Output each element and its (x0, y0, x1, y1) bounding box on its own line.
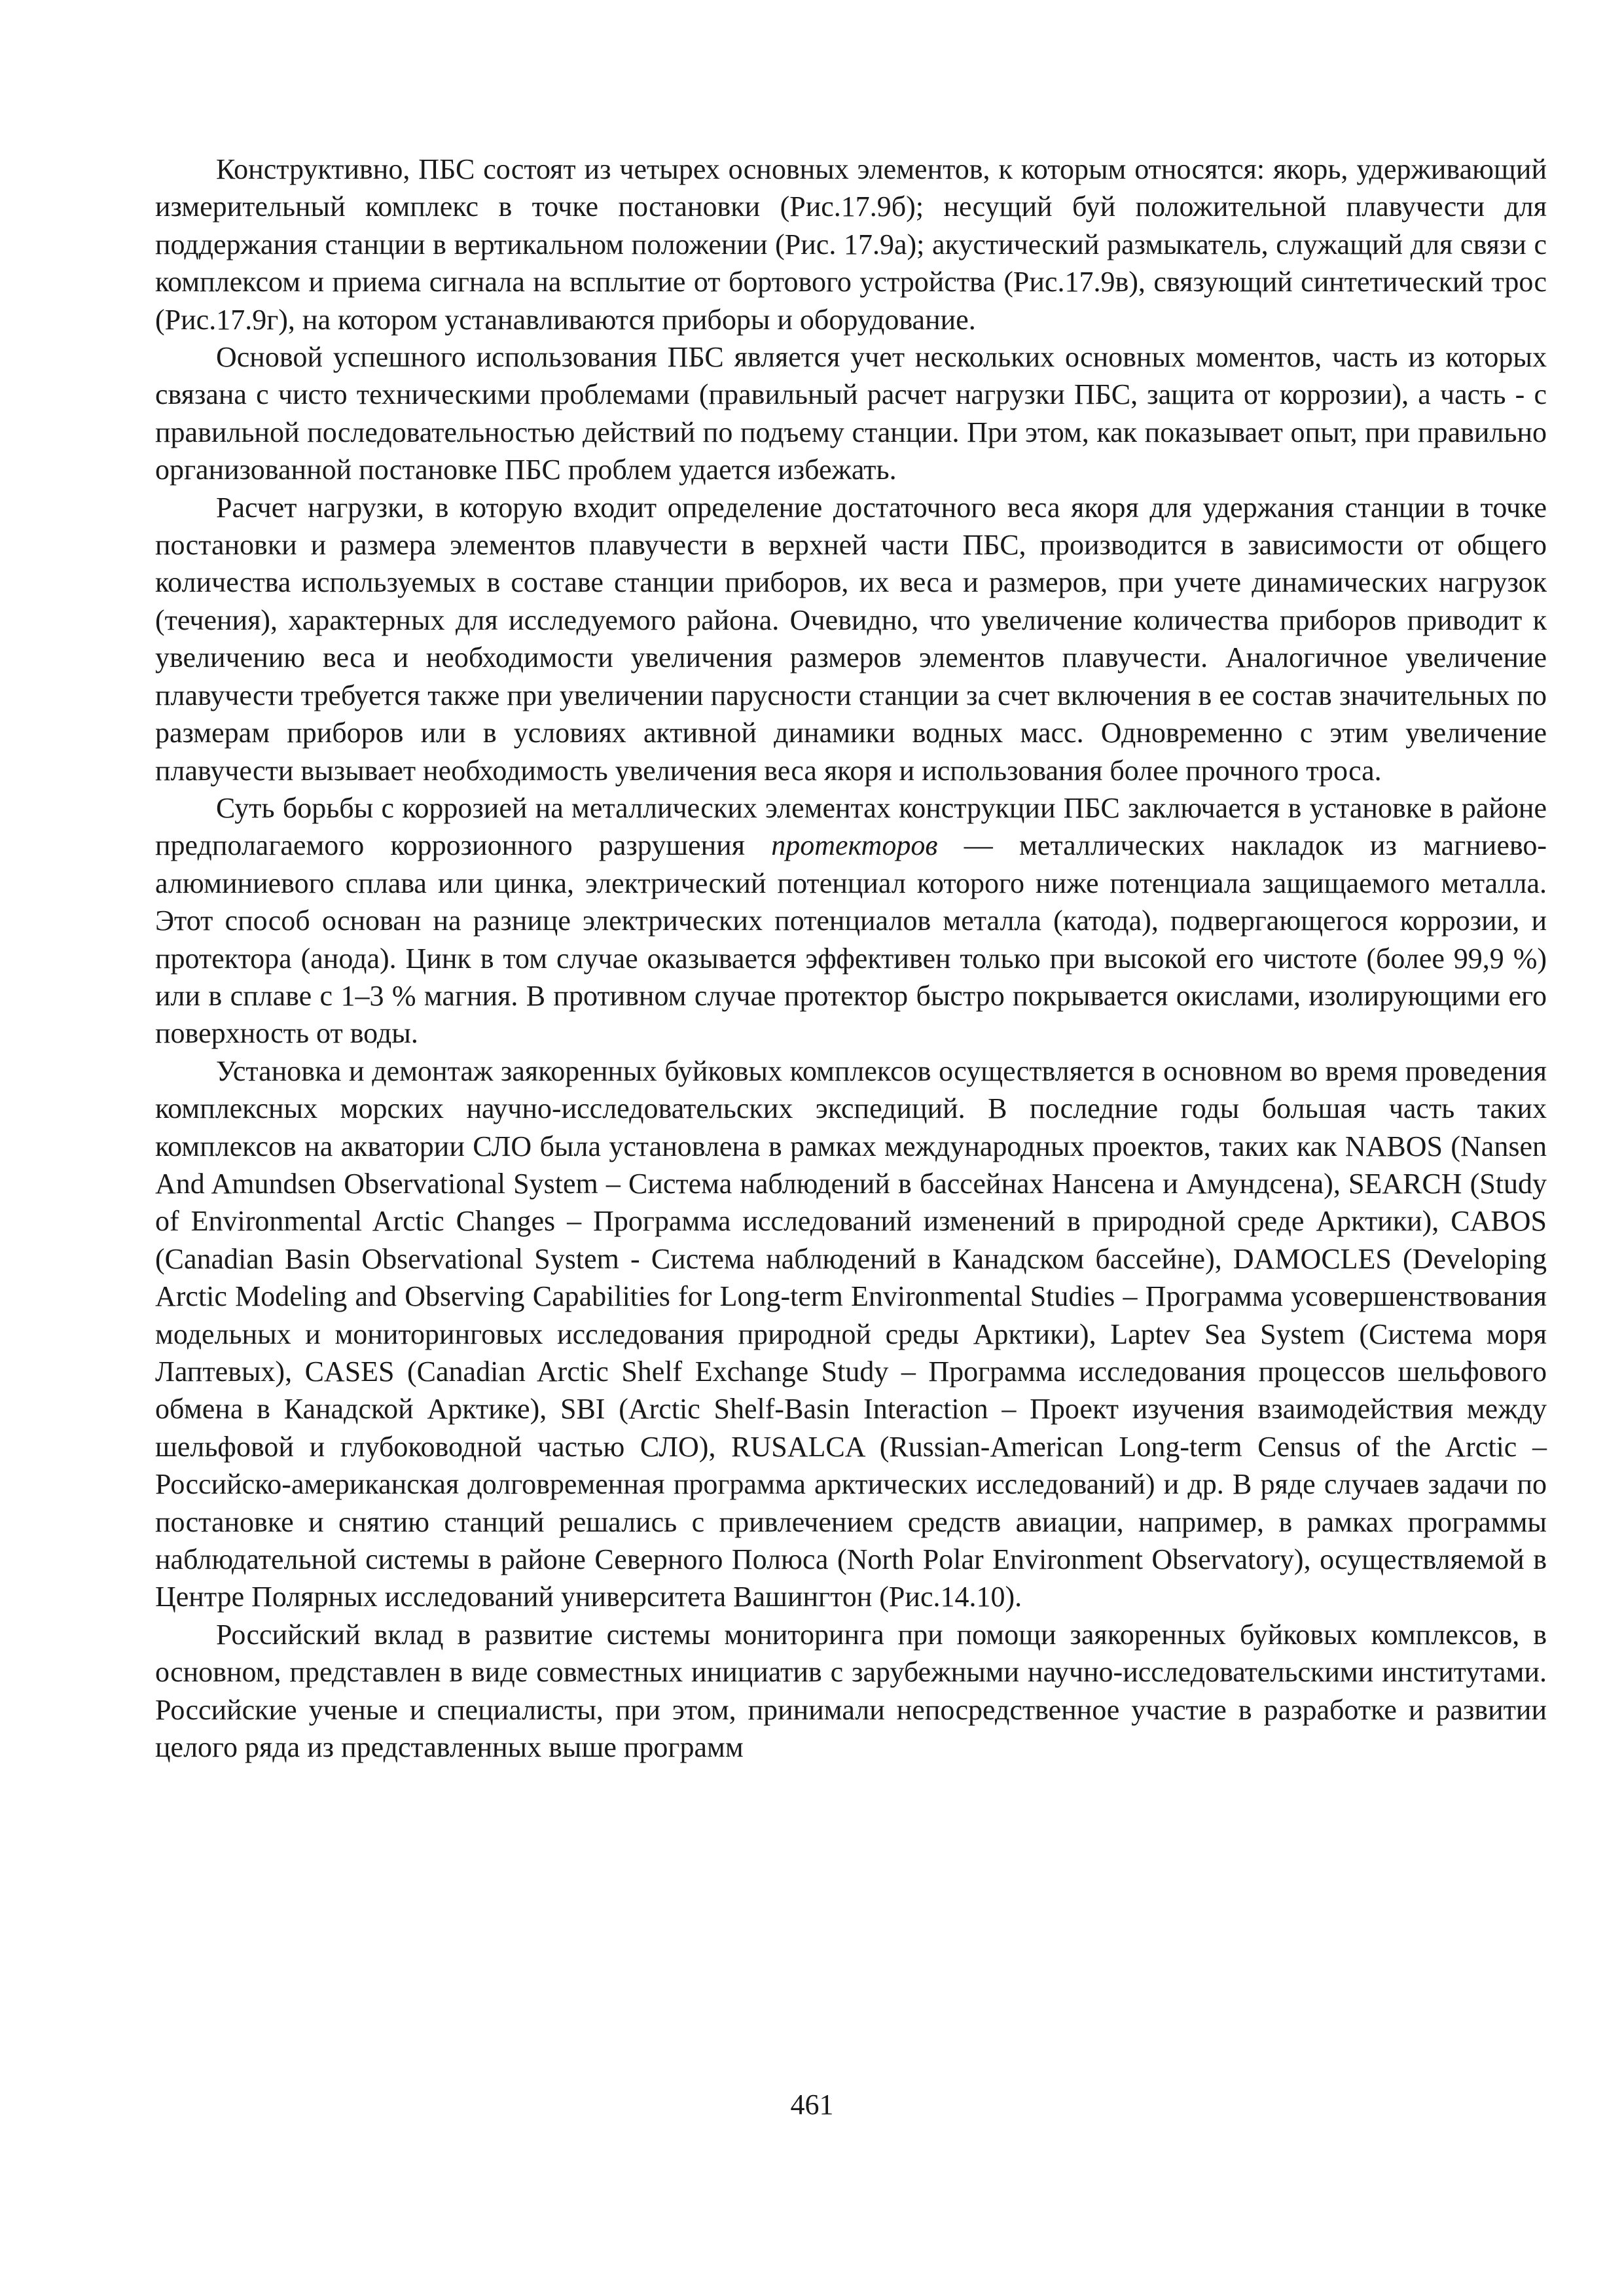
paragraph-4-start: Суть борьбы с коррозией на металлических элементах конструкции ПБС заключается в установке в районе предполагаемого коррозионного разрушения (155, 791, 1547, 862)
paragraph-4-end: — металлических накладок из магниево-алюминиевого сплава или цинка, электрический потенциал которого ниже потенциала защищаемого металла. Этот способ основан на разнице электрических потенциалов металла (катода), подвергающегося коррозии, и протектора (анода). Цинк в том случае оказывается эффективен только при высокой его чистоте (более 99,9 %) или в сплаве с 1–3 % магния. В противном случае протектор быстро покрывается окислами, изолирующими его поверхность от воды. (155, 829, 1547, 1050)
page-body (155, 151, 1547, 1766)
paragraph-1: Конструктивно, ПБС состоят из четырех основных элементов, к которым относятся: якорь, удерживающий измерительный комплекс в точке постановки (Рис.17.9б); несущий буй положительной плавучести для поддержания станции в вертикальном положении (Рис. 17.9а); акустический размыкатель, служащий для связи с комплексом и приема сигнала на всплытие от бортового устройства (Рис.17.9в), связующий синтетический трос (Рис.17.9г), на котором устанавливаются приборы и оборудование. (155, 153, 1547, 336)
italic-term-protectors: протекторов (771, 829, 938, 862)
paragraph-4 (155, 789, 1547, 1052)
paragraph-6: Российский вклад в развитие системы мониторинга при помощи заякоренных буйковых комплексов, в основном, представлен в виде совместных инициатив с зарубежными научно-исследовательскими институтами. Российские ученые и специалисты, при этом, принимали непосредственное участие в разработке и развитии целого ряда из представленных выше программ (155, 1618, 1547, 1764)
paragraph-5: Установка и демонтаж заякоренных буйковых комплексов осуществляется в основном во время проведения комплексных морских научно-исследовательских экспедиций. В последние годы большая часть таких комплексов на акватории СЛО была установлена в рамках международных проектов, таких как NABOS (Nansen And Amundsen Observational System – Система наблюдений в бассейнах Нансена и Амундсена), SEARCH (Study of Environmental Arctic Changes – Программа исследований изменений в природной среде Арктики), CABOS (Canadian Basin Observational System - Система наблюдений в Канадском бассейне), DAMOCLES (Developing Arctic Modeling and Observing Capabilities for Long-term Environmental Studies – Программа усовершенствования модельных и мониторинговых исследования природной среды Арктики), Laptev Sea System (Система моря Лаптевых), CASES (Canadian Arctic Shelf Exchange Study – Программа исследования процессов шельфового обмена в Канадской Арктике), SBI (Arctic Shelf-Basin Interaction – Проект изучения взаимодействия между шельфовой и глубоководной частью СЛО), RUSALCA (Russian-American Long-term Census of the Arctic – Российско-американская долговременная программа арктических исследований) и др. В ряде случаев задачи по постановке и снятию станций решались с привлечением средств авиации, например, в рамках программы наблюдательной системы в районе Северного Полюса (North Polar Environment Observatory), осуществляемой в Центре Полярных исследований университета Вашингтон (Рис.14.10). (155, 1054, 1547, 1613)
page-number: 461 (790, 2089, 834, 2121)
paragraph-2: Основой успешного использования ПБС является учет нескольких основных моментов, часть из которых связана с чисто техническими проблемами (правильный расчет нагрузки ПБС, защита от коррозии), а часть - с правильной последовательностью действий по подъему станции. При этом, как показывает опыт, при правильно организованной постановке ПБС проблем удается избежать. (155, 341, 1547, 486)
paragraph-3: Расчет нагрузки, в которую входит определение достаточного веса якоря для удержания станции в точке постановки и размера элементов плавучести в верхней части ПБС, производится в зависимости от общего количества используемых в составе станции приборов, их веса и размеров, при учете динамических нагрузок (течения), характерных для исследуемого района. Очевидно, что увеличение количества приборов приводит к увеличению веса и необходимости увеличения размеров элементов плавучести. Аналогичное увеличение плавучести требуется также при увеличении парусности станции за счет включения в ее состав значительных по размерам приборов или в условиях активной динамики водных масс. Одновременно с этим увеличение плавучести вызывает необходимость увеличения веса якоря и использования более прочного троса. (155, 491, 1547, 787)
